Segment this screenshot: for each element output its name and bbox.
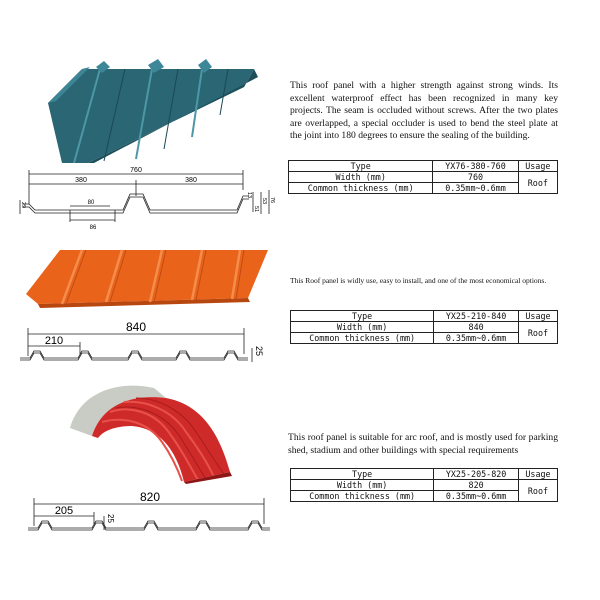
width-value: 760 bbox=[433, 172, 518, 183]
dim-pitch: 205 bbox=[54, 505, 74, 517]
width-value: 840 bbox=[434, 322, 519, 333]
product2-spec-table bbox=[290, 310, 558, 344]
product3-profile-drawing bbox=[20, 488, 280, 536]
usage-value: Roof bbox=[518, 480, 557, 502]
thickness-value: 0.35mm~0.6mm bbox=[433, 183, 518, 194]
width-label: Width (mm) bbox=[291, 480, 434, 491]
dim-left: 380 bbox=[75, 177, 87, 184]
width-label: Width (mm) bbox=[291, 322, 434, 333]
width-value: 820 bbox=[434, 480, 519, 491]
product3-spec-table bbox=[290, 468, 558, 502]
dim-total: 840 bbox=[125, 320, 147, 334]
product2-profile-drawing bbox=[14, 318, 284, 368]
type-value: YX25-210-840 bbox=[434, 311, 519, 322]
product1-spec-table bbox=[288, 160, 558, 194]
usage-label: Usage bbox=[518, 161, 557, 172]
usage-value: Roof bbox=[518, 322, 557, 344]
dim-d2: 51 bbox=[253, 206, 259, 213]
dim-pitch: 210 bbox=[44, 335, 64, 347]
usage-label: Usage bbox=[518, 469, 557, 480]
dim-rib-top: 80 bbox=[87, 200, 95, 206]
dim-d1: 13 bbox=[246, 192, 252, 199]
type-value: YX25-205-820 bbox=[434, 469, 519, 480]
dim-d4: 76 bbox=[269, 197, 275, 204]
product1-profile-drawing bbox=[15, 162, 285, 237]
type-label: Type bbox=[291, 469, 434, 480]
width-label: Width (mm) bbox=[289, 172, 433, 183]
dim-total: 820 bbox=[139, 490, 161, 504]
thickness-label: Common thickness (mm) bbox=[289, 183, 433, 194]
dim-d3: 53 bbox=[261, 198, 267, 205]
thickness-label: Common thickness (mm) bbox=[291, 333, 434, 344]
usage-value: Roof bbox=[518, 172, 557, 194]
dim-d5: 29 bbox=[20, 202, 26, 209]
type-value: YX76-380-760 bbox=[433, 161, 518, 172]
product1-panel-image bbox=[30, 55, 270, 165]
product3-panel-image bbox=[58, 378, 238, 484]
product2-panel-image bbox=[20, 242, 272, 308]
dim-right: 380 bbox=[185, 177, 197, 184]
product2-description: This Roof panel is widly use, easy to install, and one of the most economical options. bbox=[290, 276, 547, 285]
dim-height: 25 bbox=[106, 514, 115, 523]
product3-description: This roof panel is suitable for arc roof, and is mostly used for parking shed, stadium and other buildings with special requirements bbox=[288, 432, 558, 456]
product1-description: This roof panel with a higher strength against strong winds. Its excellent waterproof effect has been recognized in many key projects. The seam is occluded without screws. After the two plates are overlapped, a special occluder is used to bend the steel plate at the joint into 180 degrees to ensure the sealing of the building. bbox=[290, 80, 558, 142]
type-label: Type bbox=[289, 161, 433, 172]
dim-total: 760 bbox=[130, 167, 142, 174]
thickness-label: Common thickness (mm) bbox=[291, 491, 434, 502]
usage-label: Usage bbox=[518, 311, 557, 322]
type-label: Type bbox=[291, 311, 434, 322]
dim-height: 25 bbox=[254, 346, 264, 357]
dim-rib-bottom: 86 bbox=[89, 225, 97, 231]
thickness-value: 0.35mm~0.6mm bbox=[434, 491, 519, 502]
thickness-value: 0.35mm~0.6mm bbox=[434, 333, 519, 344]
